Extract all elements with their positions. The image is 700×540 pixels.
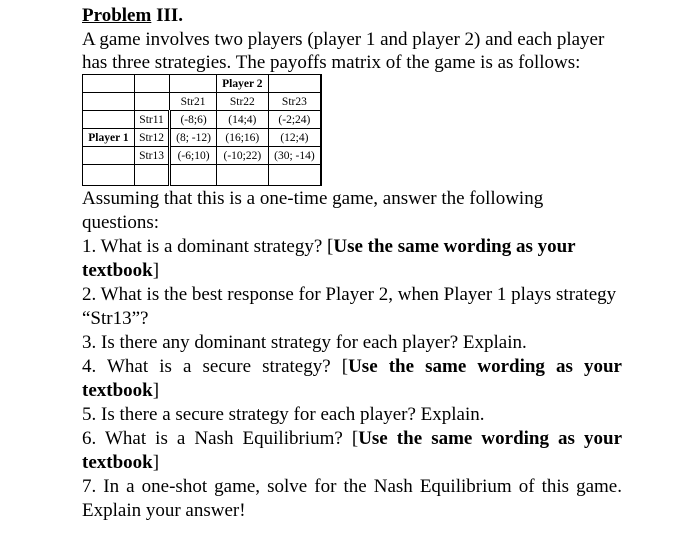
question-6-bold: Use the same wording as your textbook	[82, 428, 622, 473]
question-6-end: ]	[152, 452, 160, 473]
matrix-header-row-2	[83, 93, 322, 111]
payoff-cell: (-6;10)	[170, 147, 217, 165]
matrix-header-row-1	[83, 75, 322, 93]
matrix-empty-cell	[83, 93, 135, 111]
title-underlined: Problem	[82, 5, 152, 26]
matrix-empty-cell	[83, 147, 135, 165]
matrix-empty-cell	[170, 75, 217, 93]
col-player-label: Player 2	[216, 75, 268, 93]
payoff-cell: (14;4)	[216, 111, 268, 129]
question-6	[82, 427, 622, 475]
matrix-empty-cell	[134, 93, 169, 111]
problem-intro: A game involves two players (player 1 and player 2) and each player has three strategies. The payoffs matrix of the game is as follows:	[82, 29, 605, 73]
question-7: 7. In a one-shot game, solve for the Nash Equilibrium of this game. Explain your answer!	[82, 476, 622, 521]
matrix-empty-cell	[83, 75, 135, 93]
payoff-cell: (8; -12)	[170, 129, 217, 147]
question-4-text: 4. What is a secure strategy? [	[82, 356, 349, 377]
col-header-str22: Str22	[216, 93, 268, 111]
col-header-str23: Str23	[268, 93, 321, 111]
row-label-str12: Str12	[134, 129, 169, 147]
title-rest: III.	[151, 5, 183, 26]
question-4-bold: Use the same wording as your textbook	[82, 356, 622, 401]
question-1-end: ]	[152, 260, 160, 281]
payoff-cell: (16;16)	[216, 129, 268, 147]
matrix-empty-cell	[216, 165, 268, 186]
problem-content	[82, 4, 622, 523]
matrix-empty-row	[83, 165, 322, 186]
row-player-label: Player 1	[83, 129, 135, 147]
question-2: 2. What is the best response for Player 2, when Player 1 plays strategy “Str13”?	[82, 284, 617, 329]
matrix-empty-cell	[83, 111, 135, 129]
assumption-text: Assuming that this is a one-time game, answer the following questions:	[82, 188, 544, 233]
payoff-cell: (-2;24)	[268, 111, 321, 129]
question-4	[82, 355, 622, 403]
matrix-row-str13	[83, 147, 322, 165]
matrix-empty-cell	[268, 165, 321, 186]
payoff-matrix	[82, 74, 322, 186]
matrix-empty-cell	[83, 165, 135, 186]
matrix-empty-cell	[268, 75, 321, 93]
row-label-str11: Str11	[134, 111, 169, 129]
matrix-empty-cell	[134, 75, 169, 93]
payoff-cell: (30; -14)	[268, 147, 321, 165]
question-5: 5. Is there a secure strategy for each player? Explain.	[82, 404, 485, 425]
payoff-cell: (-8;6)	[170, 111, 217, 129]
question-1-bold: Use the same wording as your textbook	[82, 236, 576, 281]
problem-title	[82, 4, 622, 28]
matrix-row-str11	[83, 111, 322, 129]
question-6-text: 6. What is a Nash Equilibrium? [	[82, 428, 359, 449]
question-1-text: 1. What is a dominant strategy? [	[82, 236, 334, 257]
matrix-empty-cell	[170, 165, 217, 186]
row-label-str13: Str13	[134, 147, 169, 165]
col-header-str21: Str21	[170, 93, 217, 111]
question-4-end: ]	[152, 380, 160, 401]
payoff-cell: (-10;22)	[216, 147, 268, 165]
payoff-cell: (12;4)	[268, 129, 321, 147]
matrix-row-str12	[83, 129, 322, 147]
question-3: 3. Is there any dominant strategy for each player? Explain.	[82, 332, 527, 353]
question-1	[82, 235, 622, 283]
matrix-empty-cell	[134, 165, 169, 186]
